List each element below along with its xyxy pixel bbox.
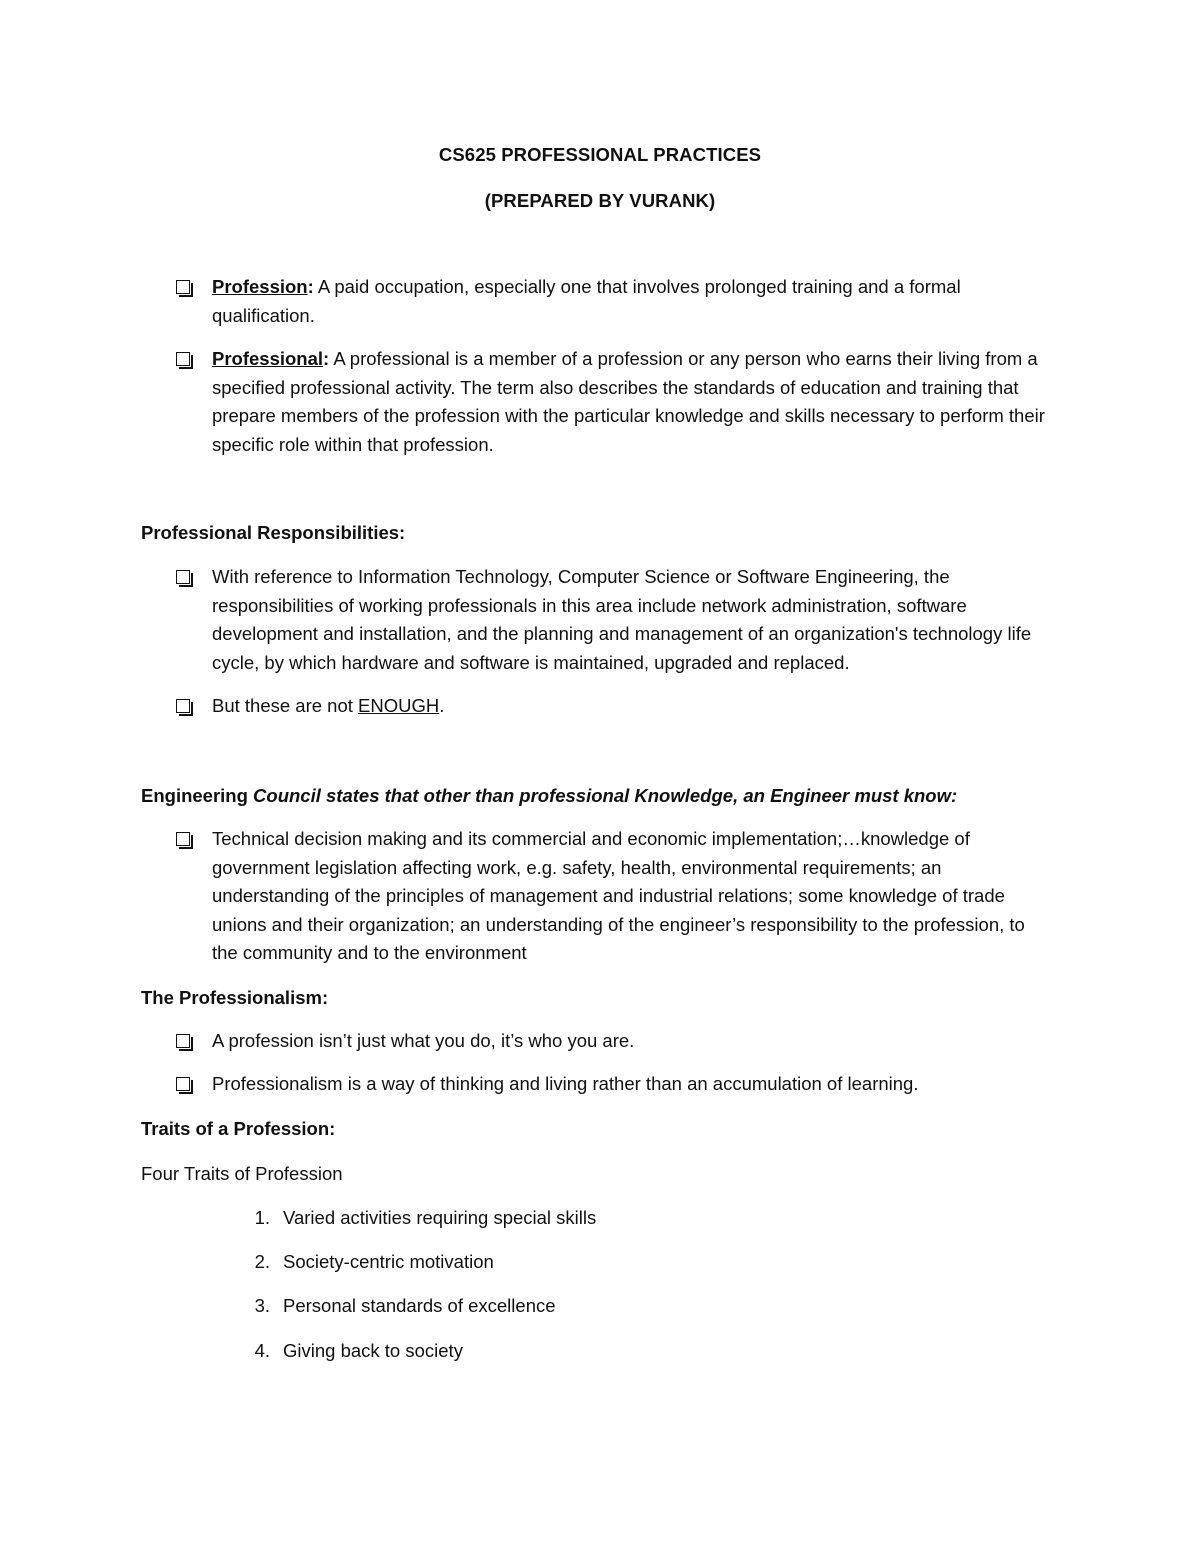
list-number: 3. [254, 1295, 270, 1316]
checkbox-bullet-icon [176, 699, 192, 715]
list-number: 2. [254, 1251, 270, 1272]
professionalism-item: A profession isn’t just what you do, it’s who you are. [212, 1030, 635, 1051]
document-title: CS625 PROFESSIONAL PRACTICES [438, 144, 762, 165]
emphasis-enough: ENOUGH [358, 695, 440, 716]
checkbox-bullet-icon [176, 352, 192, 368]
list-item: Society-centric motivation [283, 1251, 494, 1272]
section-heading-traits: Traits of a Profession: [141, 1118, 336, 1139]
list-item: Giving back to society [283, 1340, 463, 1361]
list-number: 1. [254, 1207, 270, 1228]
list-item: Personal standards of excellence [283, 1295, 556, 1316]
council-item: Technical decision making and its commercial and economic implementation;…knowledge of government legislation affecting work, e.g. safety, health, environmental requirements; an understanding of the principles of management and industrial relations; some knowledge of trade unions and their organization; an understanding of the engineer’s responsibility to the profession, to the community and to the environment [212, 828, 1025, 963]
document-subtitle: (PREPARED BY VURANK) [484, 190, 716, 211]
responsibilities-item: With reference to Information Technology, Computer Science or Software Engineering, the responsibilities of working professionals in this area include network administration, software development and installation, and the planning and management of an organization's technology life cycle, by which hardware and software is maintained, upgraded and replaced. [212, 566, 1032, 673]
checkbox-bullet-icon [176, 832, 192, 848]
checkbox-bullet-icon [176, 570, 192, 586]
definition-text: A paid occupation, especially one that involves prolonged training and a formal qualification. [212, 276, 961, 326]
list-number: 4. [254, 1340, 270, 1361]
section-heading-professionalism: The Professionalism: [141, 987, 329, 1008]
definition-text: A professional is a member of a profession or any person who earns their living from a specified professional activity. The term also describes the standards of education and training that prepare members of the profession with the particular knowledge and skills necessary to perform their specific role within that profession. [212, 348, 1045, 455]
checkbox-bullet-icon [176, 1077, 192, 1093]
section-heading-engineering-council: Engineering Council states that other than professional Knowledge, an Engineer must know: [141, 785, 958, 806]
checkbox-bullet-icon [176, 1034, 192, 1050]
term-professional: Professional [212, 348, 324, 369]
definition-professional: Professional: A professional is a member of a profession or any person who earns their living from a specified professional activity. The term also describes the standards of education and training that prepare members of the profession with the particular knowledge and skills necessary to perform their specific role within that profession. [212, 348, 1045, 455]
section-heading-responsibilities: Professional Responsibilities: [141, 522, 406, 543]
definition-profession: Profession: A paid occupation, especially one that involves prolonged training and a formal qualification. [212, 276, 961, 326]
list-item: Varied activities requiring special skills [283, 1207, 597, 1228]
responsibilities-item: But these are not ENOUGH. [212, 695, 445, 716]
checkbox-bullet-icon [176, 280, 192, 296]
traits-intro: Four Traits of Profession [141, 1163, 343, 1184]
term-profession: Profession [212, 276, 308, 297]
professionalism-item: Professionalism is a way of thinking and living rather than an accumulation of learning. [212, 1073, 919, 1094]
